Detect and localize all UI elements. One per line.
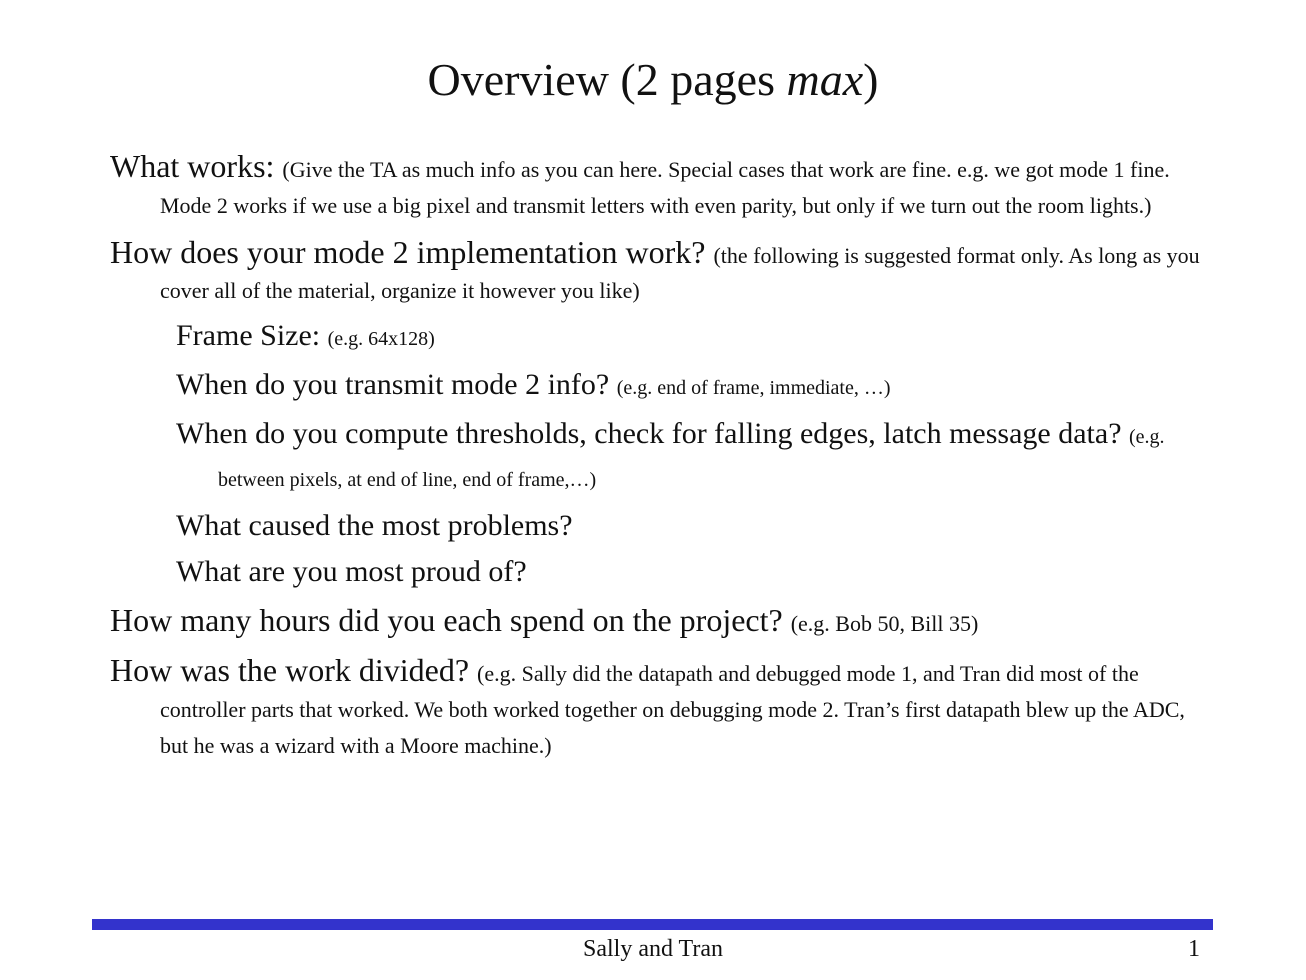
- page-number: 1: [1188, 936, 1200, 962]
- subbullet-frame-size: [176, 316, 1200, 359]
- subbullet-note: (e.g. 64x128): [327, 328, 435, 350]
- subbullet-heading: What caused the most problems?: [176, 509, 573, 542]
- title-emphasis: max: [786, 54, 864, 105]
- subbullet-note: (e.g. end of frame, immediate, …): [616, 377, 891, 399]
- bullet-heading: How was the work divided?: [110, 652, 470, 688]
- subbullet-transmit-timing: [176, 365, 1200, 408]
- bullet-heading: How many hours did you each spend on the project?: [110, 602, 783, 638]
- bullet-work-division: [110, 654, 1200, 762]
- bullet-heading: What works:: [110, 148, 275, 184]
- subbullet-heading: When do you compute thresholds, check for falling edges, latch message data?: [176, 417, 1122, 450]
- subbullet-thresholds: [176, 414, 1200, 500]
- subbullet-note: (e.g. between pixels, at end of line, end of frame,…): [218, 426, 1165, 491]
- bullet-what-works: [110, 150, 1200, 222]
- footer-authors: Sally and Tran: [582, 936, 723, 962]
- subbullet-heading: Frame Size:: [176, 319, 321, 352]
- title-main: Overview (2 pages: [427, 54, 787, 105]
- slide-title: [0, 52, 1306, 108]
- footer-divider-bar: [92, 919, 1213, 930]
- bullet-mode2-implementation: [110, 236, 1200, 306]
- bullet-note: (e.g. Bob 50, Bill 35): [790, 611, 979, 636]
- bullet-note: (Give the TA as much info as you can here. Special cases that work are fine. e.g. we got mode 1 fine. Mode 2 works if we use a big pixel and transmit letters with even parity, but only if we turn out the room lights.): [160, 157, 1170, 218]
- subbullet-proud: [176, 552, 1200, 592]
- bullet-note: (e.g. Sally did the datapath and debugged mode 1, and Tran did most of the controller parts that worked. We both worked together on debugging mode 2. Tran’s first datapath blew up the ADC, but he was a wizard with a Moore machine.): [160, 661, 1185, 758]
- bullet-heading: How does your mode 2 implementation work?: [110, 234, 706, 270]
- subbullet-problems: [176, 506, 1200, 546]
- title-close: ): [863, 54, 879, 105]
- subbullet-heading: What are you most proud of?: [176, 555, 527, 588]
- subbullet-heading: When do you transmit mode 2 info?: [176, 368, 610, 401]
- bullet-note: (the following is suggested format only. As long as you cover all of the material, organize it however you like): [160, 243, 1200, 303]
- bullet-hours: [110, 604, 1200, 640]
- slide-body: [110, 150, 1200, 776]
